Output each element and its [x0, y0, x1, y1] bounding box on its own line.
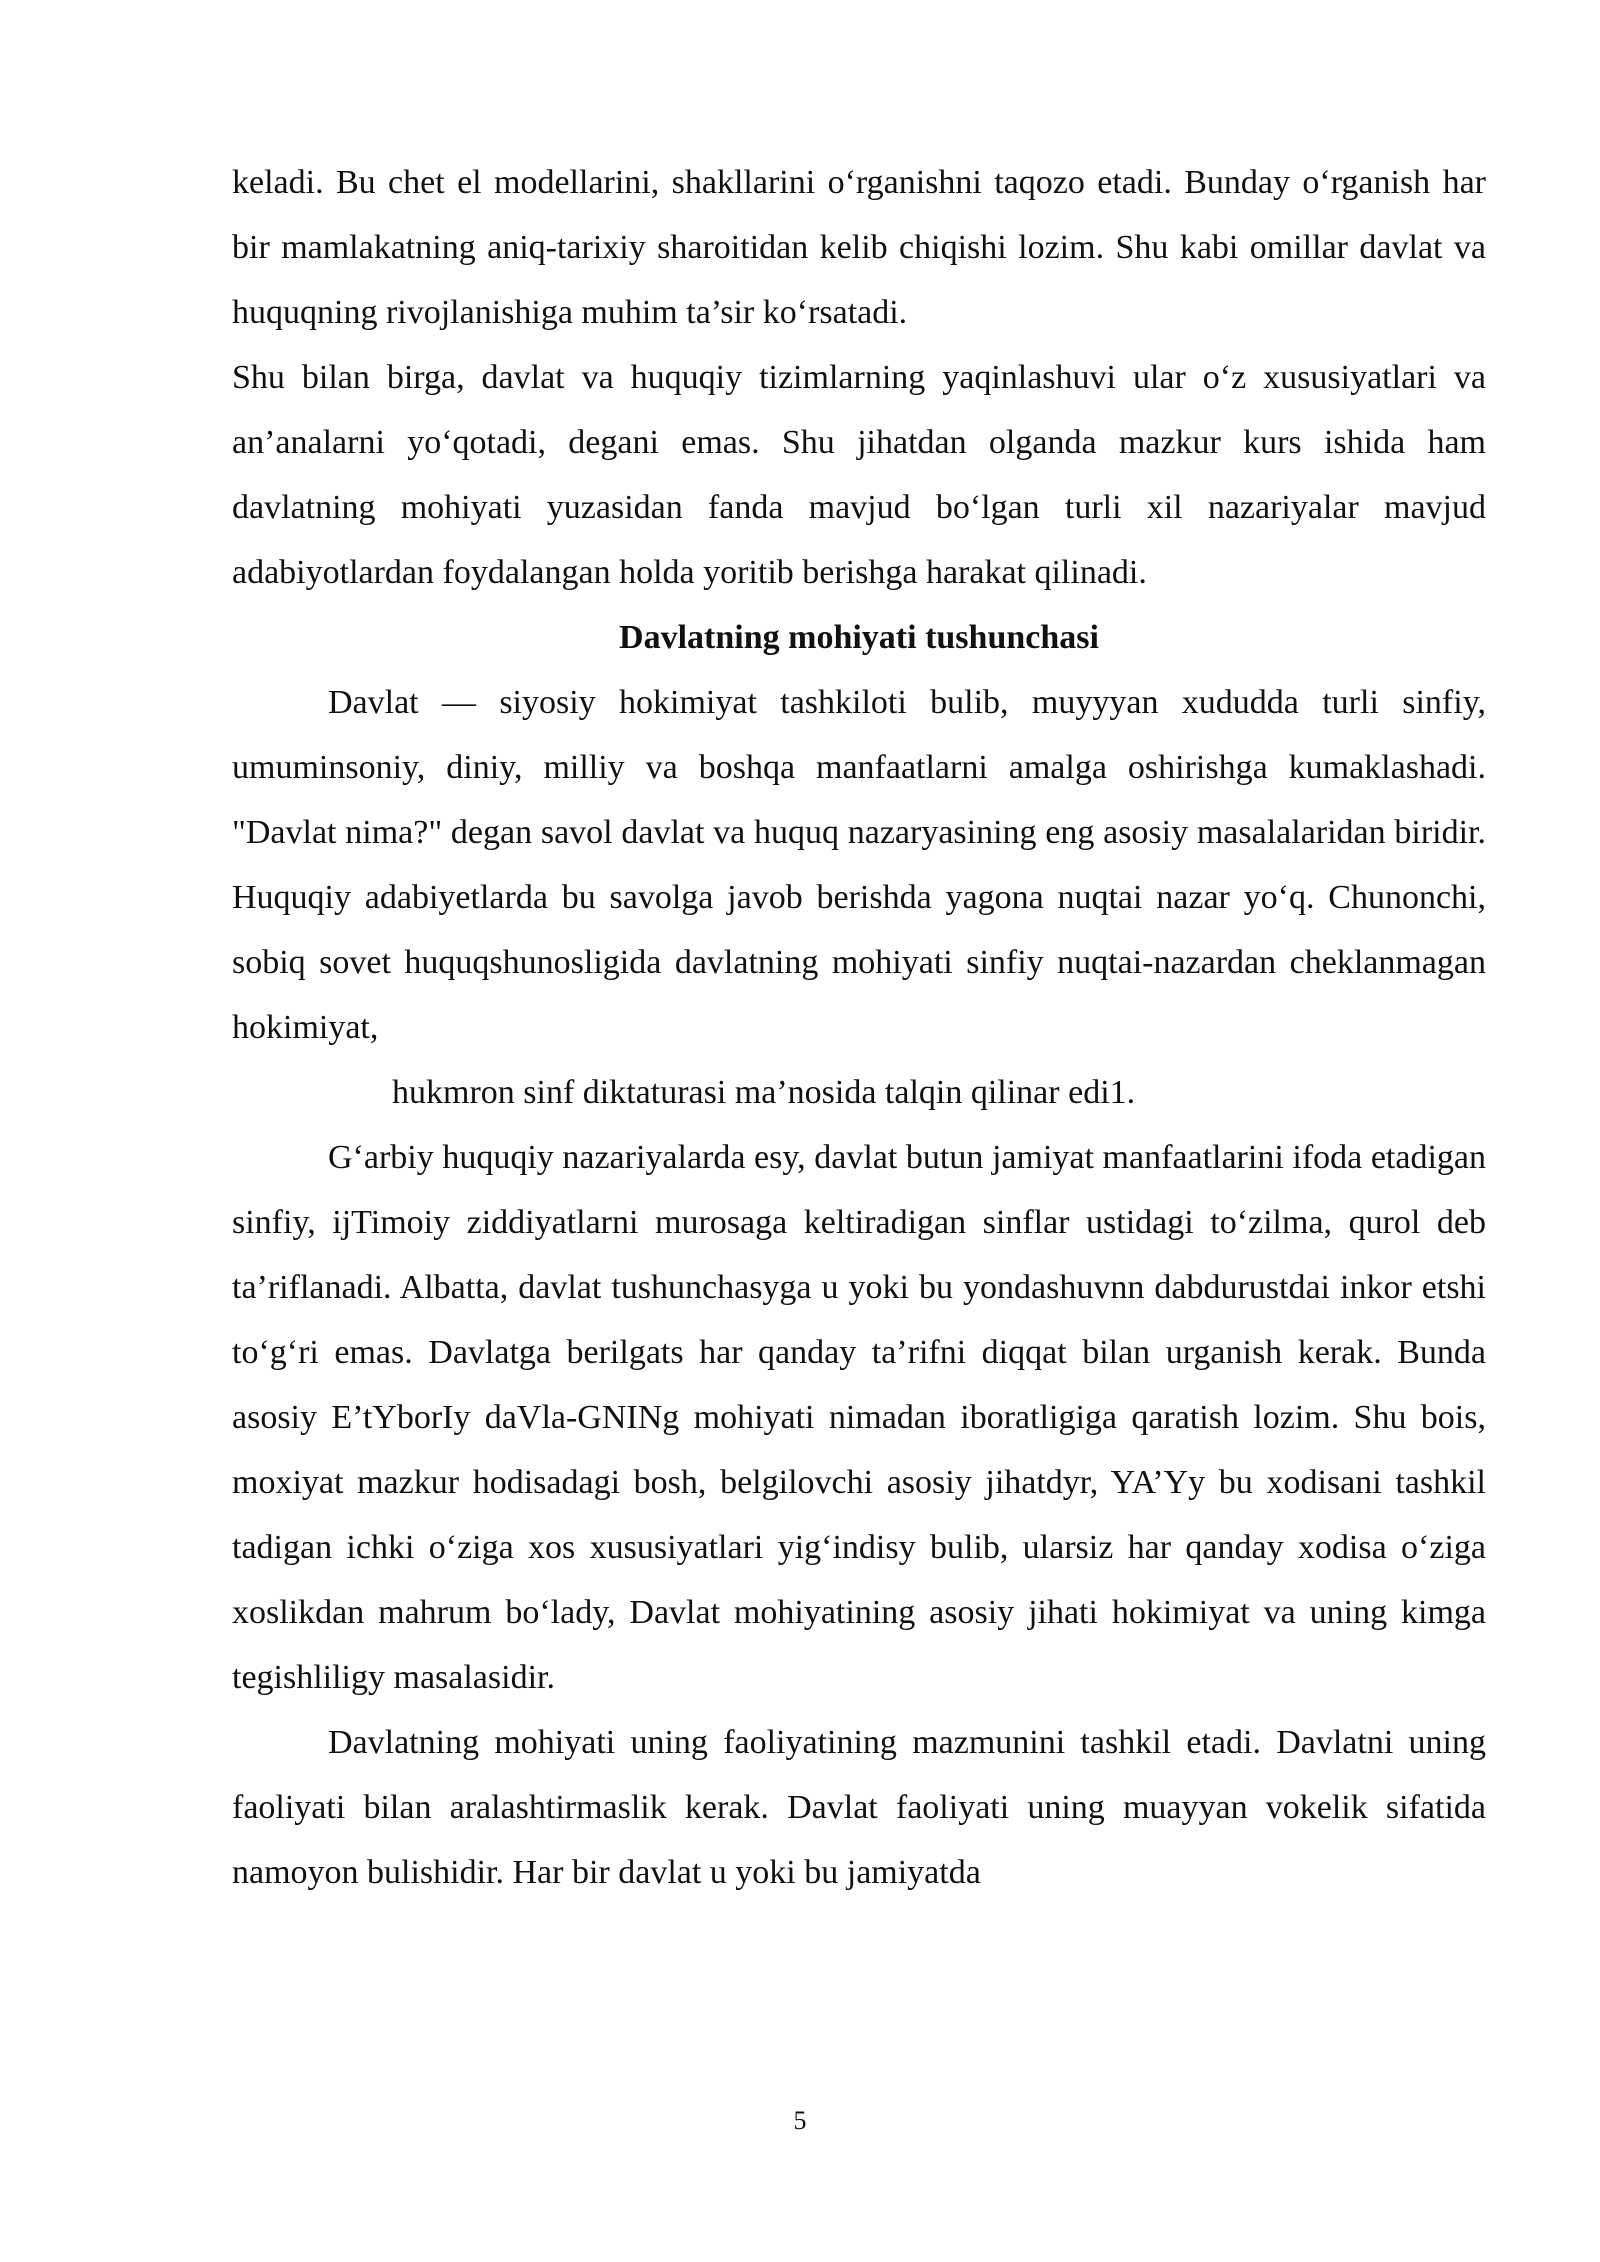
paragraph-1: keladi. Bu chet el modellarini, shakllarini o‘rganishni taqozo etadi. Bunday o‘rganish har bir mamlakatning aniq-tarixiy sharoitidan kelib chiqishi lozim. Shu kabi omillar davlat va huquqning rivojlanishiga muhim ta’sir ko‘rsatadi. — [232, 164, 1486, 331]
page-number: 5 — [793, 2106, 807, 2135]
document-page — [232, 150, 1486, 1905]
paragraph-4: hukmron sinf diktaturasi ma’nosida talqin qilinar edi1. — [392, 1074, 1136, 1111]
paragraph-3: Davlat — siyosiy hokimiyat tashkiloti bulib, muyyyan xududda turli sinfiy, umuminsoniy, diniy, milliy va boshqa manfaatlarni amalga oshirishga kumaklashadi. "Davlat nima?" degan savol davlat va huquq nazaryasining eng asosiy masalalaridan biridir. Huquqiy adabiyetlarda bu savolga javob berishda yagona nuqtai nazar yo‘q. Chunonchi, sobiq sovet huquqshunosligida davlatning mohiyati sinfiy nuqtai-nazardan cheklanmagan hokimiyat, — [232, 684, 1486, 1046]
section-heading: Davlatning mohiyati tushunchasi — [619, 619, 1099, 656]
paragraph-2: Shu bilan birga, davlat va huquqiy tizimlarning yaqinlashuvi ular o‘z xususiyatlari va an’analarni yo‘qotadi, degani emas. Shu jihatdan olganda mazkur kurs ishida ham davlatning mohiyati yuzasidan fanda mavjud bo‘lgan turli xil nazariyalar mavjud adabiyotlardan foydalangan holda yoritib berishga harakat qilinadi. — [232, 359, 1486, 591]
paragraph-6: Davlatning mohiyati uning faoliyatining mazmunini tashkil etadi. Davlatni uning faoliyati bilan aralashtirmaslik kerak. Davlat faoliyati uning muayyan vokelik sifatida namoyon bulishidir. Har bir davlat u yoki bu jamiyatda — [232, 1724, 1486, 1891]
paragraph-5: G‘arbiy huquqiy nazariyalarda esy, davlat butun jamiyat manfaatlarini ifoda etadigan sinfiy, ijTimoiy ziddiyatlarni murosaga keltiradigan sinflar ustidagi to‘zilma, qurol deb ta’riflanadi. Albatta, davlat tushunchasyga u yoki bu yondashuvnn dabdurustdai inkor etshi to‘g‘ri emas. Davlatga berilgats har qanday ta’rifni diqqat bilan urganish kerak. Bunda asosiy E’tYborIy daVla-GNINg mohiyati nimadan iboratligiga qaratish lozim. Shu bois, moxiyat mazkur hodisadagi bosh, belgilovchi asosiy jihatdyr, YA’Yy bu xodisani tashkil tadigan ichki o‘ziga xos xususiyatlari yig‘indisy bulib, ularsiz har qanday xodisa o‘ziga xoslikdan mahrum bo‘lady, Davlat mohiyatining asosiy jihati hokimiyat va uning kimga tegishliligy masalasidir. — [232, 1139, 1486, 1696]
